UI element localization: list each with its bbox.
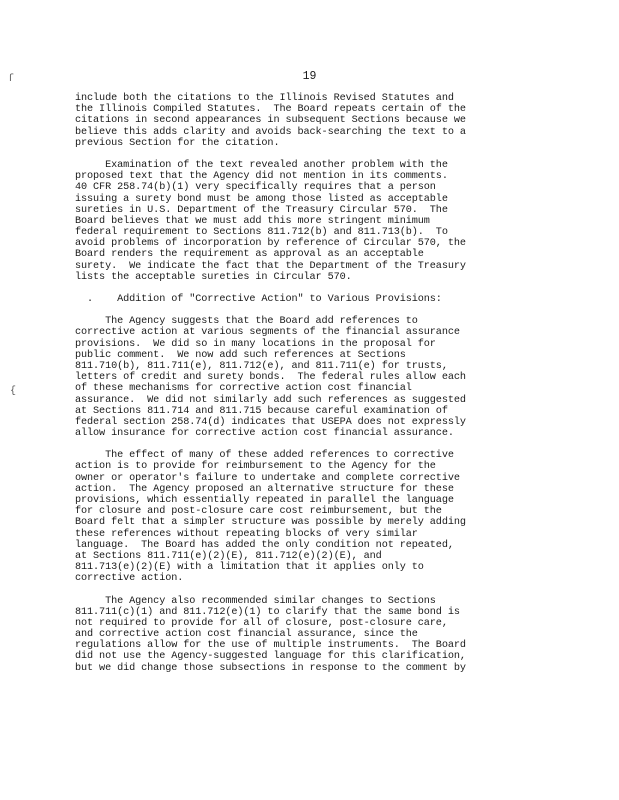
text-line: federal section 258.74(d) indicates that USEPA does not expressly [75,416,466,428]
text-line: lists the acceptable sureties in Circular 570. [75,271,352,283]
text-line: not required to provide for all of closure, post-closure care, [75,617,448,629]
text-line: of these mechanisms for corrective action cost financial [75,383,412,395]
paragraph [75,450,555,584]
text-line: action. The Agency proposed an alternative structure for these [75,483,454,495]
text-line: and corrective action cost financial assurance, since the [75,629,418,641]
text-line: corrective action at various segments of the financial assurance [75,327,460,339]
text-line: at Sections 811.711(e)(2)(E), 811.712(e)(2)(E), and [75,550,382,562]
text-line: The Agency also recommended similar changes to Sections [75,595,436,607]
text-line: the Illinois Compiled Statutes. The Board repeats certain of the [75,104,466,116]
text-line: . Addition of "Corrective Action" to Various Provisions: [75,294,442,305]
text-line: allow insurance for corrective action cost financial assurance. [75,428,454,440]
paragraph [75,93,555,149]
text-line: citations in second appearances in subsequent Sections because we [75,115,466,127]
text-line: provisions. We did so in many locations in the proposal for [75,338,436,350]
paragraph-gap [75,283,555,294]
text-line: these references without repeating blocks of very similar [75,528,418,540]
text-line: issuing a surety bond must be among those listed as acceptable [75,193,448,205]
text-line: regulations allow for the use of multiple instruments. The Board [75,640,466,652]
text-line: public comment. We now add such references at Sections [75,349,406,361]
paragraph [75,596,555,674]
text-line: language. The Board has added the only condition not repeated, [75,539,454,551]
paragraph-gap [75,305,555,316]
paragraph-gap [75,149,555,160]
paragraph [75,316,555,439]
text-line: previous Section for the citation. [75,137,280,149]
text-line: Examination of the text revealed another problem with the [75,159,448,171]
paragraph-gap [75,439,555,450]
text-line: at Sections 811.714 and 811.715 because careful examination of [75,405,448,417]
text-line: 811.711(c)(1) and 811.712(e)(1) to clarify that the same bond is [75,606,460,618]
text-line: did not use the Agency-suggested language for this clarification, [75,651,466,663]
text-line: owner or operator's failure to undertake and complete corrective [75,472,460,484]
text-line: federal requirement to Sections 811.712(b) and 811.713(b). To [75,227,448,239]
text-line: 811.713(e)(2)(E) with a limitation that it applies only to [75,562,424,574]
text-line: proposed text that the Agency did not mention in its comments. [75,171,448,183]
text-line: letters of credit and surety bonds. The federal rules allow each [75,372,466,384]
text-line: assurance. We did not similarly add such references as suggested [75,394,466,406]
paragraph-gap [75,585,555,596]
text-line: The Agency suggests that the Board add references to [75,316,418,328]
text-line: 811.710(b), 811.711(e), 811.712(e), and 811.711(e) for trusts, [75,360,448,372]
document-body [75,93,555,674]
text-line: 40 CFR 258.74(b)(1) very specifically requires that a person [75,182,436,194]
page-number: 19 [302,70,317,83]
text-line: avoid problems of incorporation by reference of Circular 570, the [75,238,466,250]
text-line: The effect of many of these added references to corrective [75,450,454,462]
text-line: surety. We indicate the fact that the Department of the Treasury [75,260,466,272]
text-line: Board felt that a simpler structure was possible by merely adding [75,517,466,529]
text-line: sureties in U.S. Department of the Treasury Circular 570. The [75,204,448,216]
margin-mark: ſ [8,74,15,85]
text-line: corrective action. [75,573,184,585]
margin-mark: { [10,386,17,397]
paragraph [75,160,555,283]
paragraph [75,294,555,305]
text-line: Board renders the requirement as approval as an acceptable [75,249,424,261]
text-line: but we did change those subsections in response to the comment by [75,662,466,674]
text-line: Board believes that we must add this more stringent minimum [75,215,430,227]
text-line: action is to provide for reimbursement to the Agency for the [75,461,436,473]
text-line: for closure and post-closure care cost reimbursement, but the [75,506,442,518]
text-line: include both the citations to the Illinois Revised Statutes and [75,93,454,104]
text-line: provisions, which essentially repeated in parallel the language [75,495,454,506]
text-line: believe this adds clarity and avoids back-searching the text to a [75,126,466,138]
